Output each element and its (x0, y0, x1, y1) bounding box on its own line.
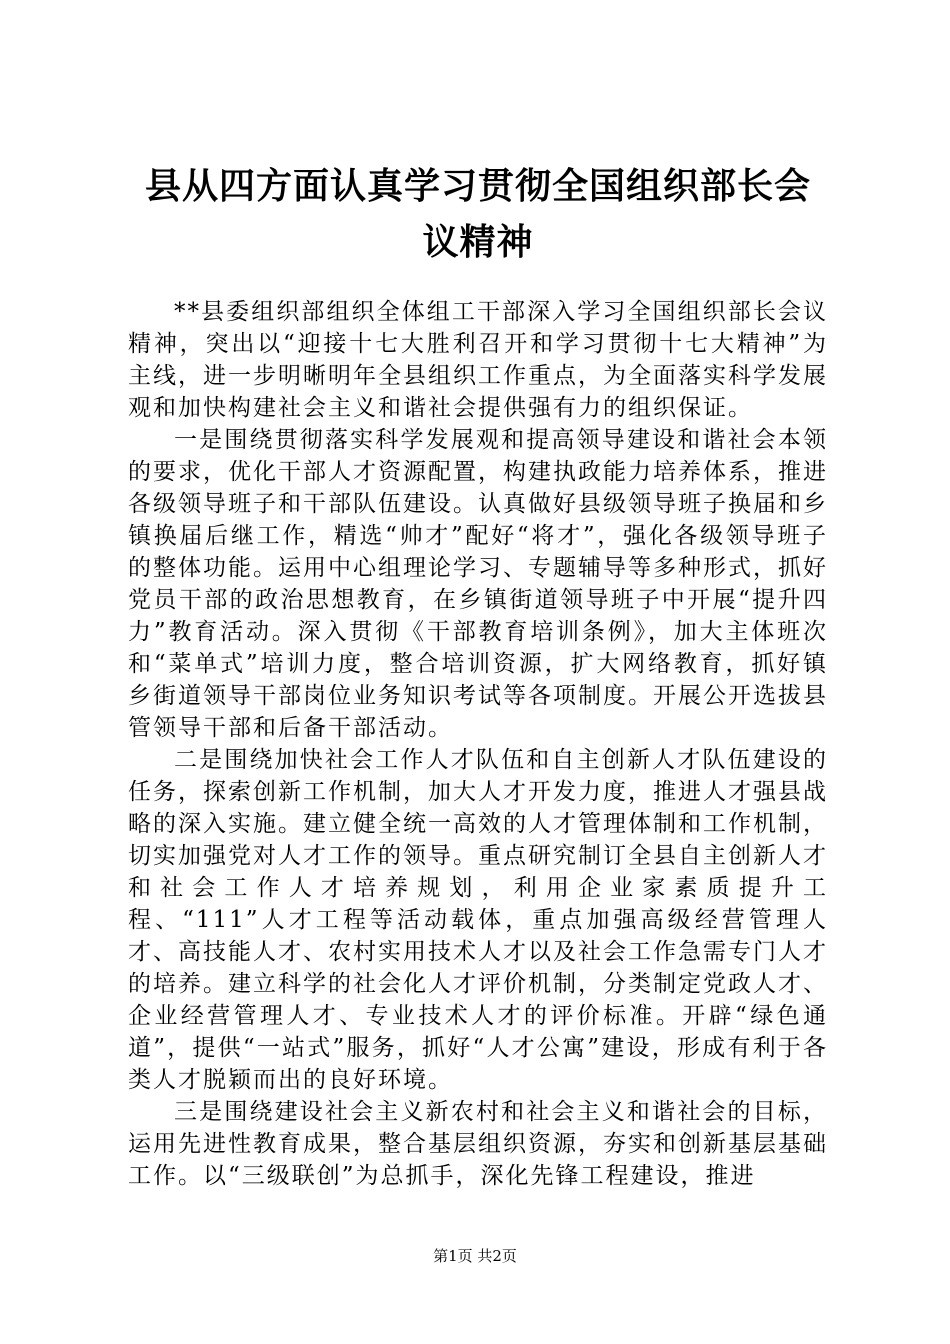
document-body (128, 296, 828, 1192)
paragraph-two: 二是围绕加快社会工作人才队伍和自主创新人才队伍建设的任务，探索创新工作机制，加大人才开发力度，推进人才强县战略的深入实施。建立健全统一高效的人才管理体制和工作机制，切实加强党对人才工作的领导。重点研究制订全县自主创新人才和社会工作人才培养规划，利用企业家素质提升工程、“111”人才工程等活动载体，重点加强高级经营管理人才、高技能人才、农村实用技术人才以及社会工作急需专门人才的培养。建立科学的社会化人才评价机制，分类制定党政人才、企业经营管理人才、专业技术人才的评价标准。开辟“绿色通道”，提供“一站式”服务，抓好“人才公寓”建设，形成有利于各类人才脱颖而出的良好环境。 (128, 747, 828, 1093)
document-title: 县从四方面认真学习贯彻全国组织部长会议精神 (144, 165, 811, 263)
paragraph-one: 一是围绕贯彻落实科学发展观和提高领导建设和谐社会本领的要求，优化干部人才资源配置，构建执政能力培养体系，推进各级领导班子和干部队伍建设。认真做好县级领导班子换届和乡镇换届后继工作，精选“帅才”配好“将才”，强化各级领导班子的整体功能。运用中心组理论学习、专题辅导等多种形式，抓好党员干部的政治思想教育，在乡镇街道领导班子中开展“提升四力”教育活动。深入贯彻《干部教育培训条例》，加大主体班次和“菜单式”培训力度，整合培训资源，扩大网络教育，抓好镇乡街道领导干部岗位业务知识考试等各项制度。开展公开选拔县管领导干部和后备干部活动。 (128, 427, 828, 741)
intro-paragraph: **县委组织部组织全体组工干部深入学习全国组织部长会议精神，突出以“迎接十七大胜利召开和学习贯彻十七大精神”为主线，进一步明晰明年全县组织工作重点，为全面落实科学发展观和加快构建社会主义和谐社会提供强有力的组织保证。 (128, 299, 828, 421)
paragraph-three: 三是围绕建设社会主义新农村和社会主义和谐社会的目标，运用先进性教育成果，整合基层组织资源，夯实和创新基层基础工作。以“三级联创”为总抓手，深化先锋工程建设，推进 (128, 1099, 828, 1189)
page-number-footer: 第1页 共2页 (433, 1247, 517, 1265)
